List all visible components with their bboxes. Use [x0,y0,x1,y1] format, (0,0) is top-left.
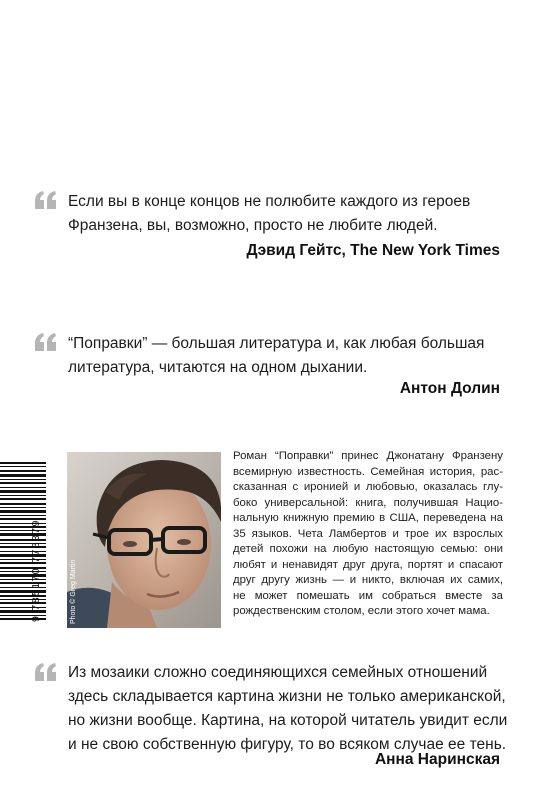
quote-line: но жизни вообще. Картина, на которой читатель увидит если [68,712,508,729]
quote-line: литература, читаются на одном дыхании. [68,359,368,376]
quote-1-text [68,190,470,238]
photo-credit: Photo © Greg Martin [70,559,77,624]
quote-line: Из мозаики сложно соединяющихся семейных отношений [68,664,488,681]
description-line: детей похожи на любую настоящую семью: они [233,543,503,555]
isbn-number: 9 785170 778379 [30,519,42,622]
quote-3-author: Анна Наринская [374,751,500,768]
author-portrait-image [67,452,221,628]
description-line: Роман “Поправки” принес Джонатану Франзену [233,450,503,462]
quote-line: Франзена, вы, возможно, просто не любите людей. [68,217,438,234]
quote-mark-icon [35,191,57,209]
quote-line: здесь складывается картина жизни не только американской, [68,688,506,705]
quote-mark-icon [35,333,57,351]
description-line: не может помешать им собраться вместе за [233,589,503,602]
quote-line: “Поправки” — большая литература и, как любая большая [68,335,485,352]
book-description [233,449,503,620]
description-line: сказанная с иронией и любовью, оказалась глу- [233,481,503,493]
description-line: нальную книжную премию в США, переведена на [233,512,503,524]
quote-mark-icon [35,663,57,681]
description-line: рождественским столом, если этого хочет мама. [233,605,490,617]
quote-line: Если вы в конце концов не полюбите каждого из героев [68,193,471,210]
quote-2-author: Антон Долин [399,380,500,397]
description-line: любят и ненавидят друг друга, портят и спасают [233,558,503,571]
description-line: 35 языков. Чета Ламбертов и трое их взрослых [233,527,503,540]
author-photo [67,452,221,628]
quote-2-text [68,332,484,380]
quote-3-text [68,661,507,757]
quote-1-author: Дэвид Гейтс, The New York Times [246,242,500,259]
quote-line: и не свою собственную фигуру, то во всяком случае ее тень. [68,736,507,753]
description-line: всемирную известность. Семейная история, рас- [233,465,503,478]
description-line: друг другу жизнь — и никто, включая их самих, [233,574,503,586]
description-line: боко универсальной: книга, получившая Нацио- [233,496,503,509]
